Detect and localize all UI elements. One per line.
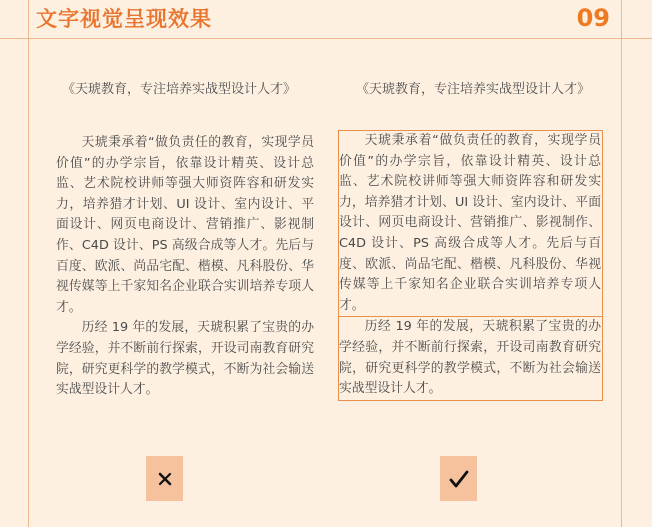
body-text-example-right [338,130,603,401]
paragraph-2-boxed: 历经 19 年的发展，天琥积累了宝贵的办学经验，并不断前行探索，开设司南教育研究院，研究更科学的教学模式，不断为社会输送实战型设计人才。 [338,317,603,400]
paragraph-1-boxed: 天琥秉承着“做负责任的教育，实现学员价值”的办学宗旨，依靠设计精英、设计总监、艺术院校讲师等强大师资阵容和研发实力，培养猎才计划、UI 设计、室内设计、平面设计、网页电商设计、营销推广、影视制作、C4D 设计、PS 高级合成等人才。先后与百度、欧派、尚品宅配、楷模、凡科股份、华视传媒等上千家知名企业联合实训培养专项人才。 [338,130,603,317]
slogan-left: 《天琥教育，专注培养实战型设计人才》 [62,82,297,97]
right-guide-line [621,0,622,527]
page-title: 文字视觉呈现效果 [36,6,212,31]
cross-mark-icon [157,471,173,487]
body-text-example-wrong [56,133,314,401]
slogan-right: 《天琥教育，专注培养实战型设计人才》 [356,82,591,97]
header-divider [0,38,652,39]
left-guide-line [28,0,29,527]
right-marker [440,456,477,501]
paragraph-1: 天琥秉承着“做负责任的教育，实现学员价值”的办学宗旨，依靠设计精英、设计总监、艺术院校讲师等强大师资阵容和研发实力，培养猎才计划、UI 设计、室内设计、平面设计、网页电商设计、营销推广、影视制作、C4D 设计、PS 高级合成等人才。先后与百度、欧派、尚品宅配、楷模、凡科股份、华视传媒等上千家知名企业联合实训培养专项人才。 [56,135,314,315]
wrong-marker [146,456,183,501]
check-mark-icon [449,470,469,488]
page-number: 09 [576,4,610,32]
paragraph-2: 历经 19 年的发展，天琥积累了宝贵的办学经验，并不断前行探索，开设司南教育研究院，研究更科学的教学模式，不断为社会输送实战型设计人才。 [56,320,314,398]
